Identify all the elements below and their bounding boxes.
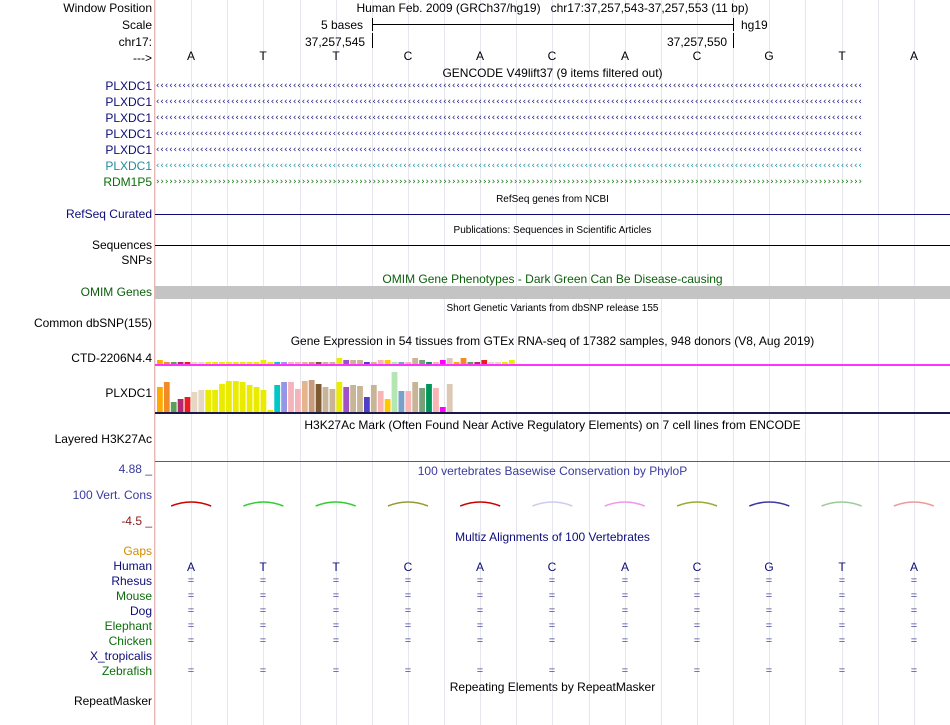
gtex-bar-ctd	[426, 362, 432, 364]
alignment-match: =	[476, 575, 484, 587]
gtex-bar-ctd	[385, 360, 391, 364]
gtex-bar-ctd	[474, 362, 480, 364]
gtex-bar-ctd	[481, 360, 487, 364]
repeatmasker-title[interactable]: Repeating Elements by RepeatMasker	[449, 680, 656, 694]
alignment-match: =	[259, 590, 267, 602]
gtex-bar-ctd	[336, 358, 342, 364]
phylop-mark	[605, 502, 645, 506]
gtex-bar-plxdc1	[392, 372, 398, 412]
gaps-label: Gaps	[123, 544, 152, 558]
h3k27ac-baseline	[155, 461, 950, 462]
refseq-gene-line[interactable]	[155, 214, 950, 215]
snps-track-label[interactable]: SNPs	[121, 253, 152, 267]
multiz-title[interactable]: Multiz Alignments of 100 Vertebrates	[455, 530, 650, 544]
human-base: T	[838, 560, 846, 574]
gtex-bar-plxdc1	[247, 385, 253, 412]
alignment-match: =	[187, 620, 195, 632]
scale-bar	[372, 24, 733, 25]
assembly-name: Human Feb. 2009 (GRCh37/hg19)	[356, 1, 541, 15]
phylop-max-label: 4.88 _	[118, 462, 152, 476]
alignment-match: =	[259, 575, 267, 587]
base-letter: T	[259, 49, 267, 63]
gtex-bar-ctd	[185, 362, 191, 364]
alignment-match: =	[838, 575, 846, 587]
dbsnp-track-label[interactable]: Common dbSNP(155)	[33, 316, 152, 330]
alignment-match: =	[838, 620, 846, 632]
gtex-bar-ctd	[461, 358, 467, 364]
alignment-match: =	[765, 620, 773, 632]
base-letter: A	[909, 49, 918, 63]
gtex-bar-ctd	[419, 360, 425, 364]
gtex-bar-ctd	[171, 362, 177, 364]
alignment-match: =	[404, 635, 412, 647]
gtex-bar-ctd	[157, 360, 163, 364]
human-base: C	[403, 560, 413, 574]
gtex-bar-ctd	[281, 362, 287, 364]
human-base: C	[547, 560, 557, 574]
gtex-bar-plxdc1	[274, 385, 280, 412]
gene-feature-plxdc1[interactable]: ‹‹‹‹‹‹‹‹‹‹‹‹‹‹‹‹‹‹‹‹‹‹‹‹‹‹‹‹‹‹‹‹‹‹‹‹‹‹‹‹‹‹‹‹‹‹‹‹‹‹‹‹‹‹‹‹‹‹‹‹‹‹‹‹‹‹‹‹‹‹‹‹‹‹‹‹‹‹‹‹‹‹‹‹‹‹‹‹‹‹‹‹‹‹‹‹‹‹‹‹‹‹‹‹‹‹‹‹‹‹‹‹‹‹‹‹‹‹‹‹‹‹‹‹‹‹‹‹‹‹‹‹‹‹‹‹‹‹‹‹‹‹‹‹‹‹‹‹‹‹‹‹‹‹‹‹‹‹‹‹	[155, 130, 862, 139]
dbsnp-title[interactable]: Short Genetic Variants from dbSNP release 155	[446, 303, 659, 314]
base-sequence	[155, 49, 950, 63]
gtex-bar-plxdc1	[433, 388, 439, 412]
gtex-bar-plxdc1	[364, 397, 370, 412]
alignment-match: =	[332, 590, 340, 602]
alignment-match: =	[259, 620, 267, 632]
alignment-match: =	[693, 665, 701, 677]
chrom-label: chr17:	[118, 35, 152, 49]
gtex-bar-ctd	[454, 362, 460, 364]
alignment-match: =	[910, 575, 918, 587]
gene-feature-plxdc1[interactable]: ‹‹‹‹‹‹‹‹‹‹‹‹‹‹‹‹‹‹‹‹‹‹‹‹‹‹‹‹‹‹‹‹‹‹‹‹‹‹‹‹‹‹‹‹‹‹‹‹‹‹‹‹‹‹‹‹‹‹‹‹‹‹‹‹‹‹‹‹‹‹‹‹‹‹‹‹‹‹‹‹‹‹‹‹‹‹‹‹‹‹‹‹‹‹‹‹‹‹‹‹‹‹‹‹‹‹‹‹‹‹‹‹‹‹‹‹‹‹‹‹‹‹‹‹‹‹‹‹‹‹‹‹‹‹‹‹‹‹‹‹‹‹‹‹‹‹‹‹‹‹‹‹‹‹‹‹‹‹‹‹	[155, 82, 862, 91]
alignment-match: =	[765, 605, 773, 617]
human-base: T	[332, 560, 340, 574]
alignment-match: =	[404, 620, 412, 632]
omim-title[interactable]: OMIM Gene Phenotypes - Dark Green Can Be Disease-causing	[382, 272, 723, 286]
base-letter: A	[475, 49, 484, 63]
strand-label: --->	[133, 51, 152, 65]
h3k27ac-title[interactable]: H3K27Ac Mark (Often Found Near Active Regulatory Elements) on 7 cell lines from ENCODE	[304, 418, 801, 432]
phylop-mark	[460, 502, 500, 506]
species-label-human[interactable]: Human	[113, 559, 152, 573]
gtex-bar-plxdc1	[219, 384, 225, 412]
gtex-bar-ctd	[371, 362, 377, 364]
human-base: A	[475, 560, 484, 574]
gtex-title[interactable]: Gene Expression in 54 tissues from GTEx RNA-seq of 17382 samples, 948 donors (V8, Aug 2019)	[290, 334, 815, 348]
gtex-bar-plxdc1	[288, 382, 294, 412]
phylop-track-label[interactable]: 100 Vert. Cons	[72, 488, 152, 502]
species-label-x-tropicalis[interactable]: X_tropicalis	[89, 649, 152, 663]
alignment-match: =	[548, 605, 556, 617]
species-label-dog[interactable]: Dog	[129, 604, 152, 618]
alignment-match: =	[332, 605, 340, 617]
gencode-track-label[interactable]: PLXDC1	[105, 127, 152, 141]
gtex-bar-plxdc1	[309, 380, 315, 412]
gtex-bar-ctd	[357, 360, 363, 364]
repeatmasker-track-label[interactable]: RepeatMasker	[73, 694, 152, 708]
gtex-bar-ctd	[261, 360, 267, 364]
gtex-bar-plxdc1	[171, 402, 177, 412]
species-label-mouse[interactable]: Mouse	[115, 589, 152, 603]
gtex-bar-plxdc1	[205, 390, 211, 412]
gtex-bar-ctd	[240, 362, 246, 364]
gtex-bar-plxdc1	[157, 387, 163, 412]
gtex-bar-ctd	[447, 358, 453, 364]
gencode-title[interactable]: GENCODE V49lift37 (9 items filtered out)	[442, 66, 663, 80]
coord-left: 37,257,545	[305, 35, 366, 49]
alignment-match: =	[693, 575, 701, 587]
gtex-bar-ctd	[302, 362, 308, 364]
gtex-bar-ctd	[274, 362, 280, 364]
human-base: A	[620, 560, 629, 574]
alignment-match: =	[476, 635, 484, 647]
base-letter: T	[838, 49, 846, 63]
db-name: hg19	[741, 18, 768, 32]
alignment-match: =	[693, 635, 701, 647]
gencode-track-label[interactable]: PLXDC1	[105, 111, 152, 125]
alignment-match: =	[404, 605, 412, 617]
h3k27ac-track-label[interactable]: Layered H3K27Ac	[54, 432, 152, 446]
refseq-title[interactable]: RefSeq genes from NCBI	[496, 194, 609, 205]
gtex-bar-plxdc1	[212, 390, 218, 412]
alignment-match: =	[404, 665, 412, 677]
window-position-label: Window Position	[63, 1, 152, 15]
phylop-mark	[677, 502, 717, 506]
gtex-bar-ctd	[509, 360, 515, 364]
alignment-match: =	[693, 590, 701, 602]
gtex-bar-plxdc1	[316, 384, 322, 412]
gtex-bar-ctd	[316, 362, 322, 364]
gtex-bar-ctd	[233, 362, 239, 364]
species-label-chicken[interactable]: Chicken	[108, 634, 152, 648]
alignment-match: =	[548, 590, 556, 602]
gtex-bar-plxdc1	[261, 390, 267, 412]
gtex-bar-plxdc1	[412, 382, 418, 412]
alignment-match: =	[259, 605, 267, 617]
phylop-mark	[749, 502, 789, 506]
phylop-min-label: -4.5 _	[121, 514, 152, 528]
track-label-column	[0, 0, 152, 725]
alignment-match: =	[621, 620, 629, 632]
gtex-bar-ctd	[495, 362, 501, 364]
coord-right: 37,257,550	[667, 35, 728, 49]
alignment-match: =	[548, 635, 556, 647]
gtex-bar-plxdc1	[336, 382, 342, 412]
phylop-mark	[894, 502, 934, 506]
gtex-bar-ctd	[205, 362, 211, 364]
alignment-match: =	[548, 575, 556, 587]
alignment-match: =	[187, 665, 195, 677]
gtex-bar-plxdc1	[399, 391, 405, 412]
window-position-value: chr17:37,257,543-37,257,553 (11 bp)	[550, 1, 749, 15]
gtex-bar-ctd	[405, 362, 411, 364]
gtex-bar-ctd	[433, 362, 439, 364]
gtex-bar-ctd	[254, 362, 260, 364]
gtex-bar-plxdc1	[281, 382, 287, 412]
alignment-match: =	[693, 620, 701, 632]
gtex-bar-plxdc1	[226, 381, 232, 412]
alignment-match: =	[476, 605, 484, 617]
gtex-bar-plxdc1	[371, 385, 377, 412]
gtex-baseline	[155, 412, 950, 414]
gencode-track-label[interactable]: PLXDC1	[105, 79, 152, 93]
phylop-mark	[243, 502, 283, 506]
gtex-bar-plxdc1	[302, 381, 308, 412]
gtex-bar-plxdc1	[343, 387, 349, 412]
alignment-match: =	[187, 605, 195, 617]
gtex-bar-plxdc1	[330, 389, 336, 412]
species-label-elephant[interactable]: Elephant	[104, 619, 152, 633]
alignment-match: =	[910, 620, 918, 632]
alignment-match: =	[838, 635, 846, 647]
alignment-match: =	[693, 605, 701, 617]
alignment-match: =	[621, 575, 629, 587]
gencode-track-label[interactable]: RDM1P5	[103, 175, 152, 189]
alignment-match: =	[259, 635, 267, 647]
phylop-plot[interactable]	[155, 490, 950, 520]
gtex-bar-ctd	[468, 362, 474, 364]
alignment-match: =	[404, 575, 412, 587]
alignment-match: =	[476, 620, 484, 632]
scale-label: Scale	[121, 18, 152, 32]
alignment-match: =	[332, 620, 340, 632]
gtex-bar-plxdc1	[254, 387, 260, 412]
gtex-bar-chart[interactable]	[155, 351, 950, 421]
alignment-match: =	[404, 590, 412, 602]
gtex-bar-plxdc1	[178, 399, 184, 412]
phylop-mark	[171, 502, 211, 506]
gtex-bar-ctd	[440, 360, 446, 364]
alignment-match: =	[259, 665, 267, 677]
gene-feature-rdm1p5[interactable]: ››››››››››››››››››››››››››››››››››››››››››››››››››››››››››››››››››››››››››››››››››››››››››››››››››››››››››››››››››››››››››››››››››››››››››››››››››››››››››››››››	[155, 178, 862, 187]
gtex-bar-ctd	[502, 362, 508, 364]
gtex-bar-plxdc1	[378, 391, 384, 412]
gtex-bar-ctd	[392, 362, 398, 364]
gtex-bar-ctd	[178, 362, 184, 364]
human-base: A	[186, 560, 195, 574]
gencode-track-label[interactable]: PLXDC1	[105, 159, 152, 173]
gtex-bar-plxdc1	[323, 387, 329, 412]
gtex-bar-ctd	[364, 362, 370, 364]
species-label-rhesus[interactable]: Rhesus	[111, 574, 152, 588]
alignment-match: =	[548, 665, 556, 677]
base-letter: T	[332, 49, 340, 63]
alignment-match: =	[621, 590, 629, 602]
gtex-bar-ctd	[219, 362, 225, 364]
base-letter: G	[764, 49, 774, 63]
base-letter: A	[186, 49, 195, 63]
human-base: C	[692, 560, 702, 574]
track-image[interactable]	[155, 0, 950, 725]
gtex-bar-plxdc1	[405, 391, 411, 412]
gtex-bar-ctd	[198, 362, 204, 364]
alignment-match: =	[765, 665, 773, 677]
base-letter: C	[692, 49, 702, 63]
gene-feature-plxdc1[interactable]: ‹‹‹‹‹‹‹‹‹‹‹‹‹‹‹‹‹‹‹‹‹‹‹‹‹‹‹‹‹‹‹‹‹‹‹‹‹‹‹‹‹‹‹‹‹‹‹‹‹‹‹‹‹‹‹‹‹‹‹‹‹‹‹‹‹‹‹‹‹‹‹‹‹‹‹‹‹‹‹‹‹‹‹‹‹‹‹‹‹‹‹‹‹‹‹‹‹‹‹‹‹‹‹‹‹‹‹‹‹‹‹‹‹‹‹‹‹‹‹‹‹‹‹‹‹‹‹‹‹‹‹‹‹‹‹‹‹‹‹‹‹‹‹‹‹‹‹‹‹‹‹‹‹‹‹‹‹‹‹‹	[155, 98, 862, 107]
gtex-bar-ctd	[164, 362, 170, 364]
base-letter: C	[547, 49, 557, 63]
coord-tick-right	[733, 33, 734, 48]
gtex-bar-plxdc1	[447, 384, 453, 412]
alignment-match: =	[765, 575, 773, 587]
omim-track-label[interactable]: OMIM Genes	[80, 285, 152, 299]
alignment-match: =	[476, 665, 484, 677]
alignment-match: =	[838, 605, 846, 617]
gtex-bar-ctd	[212, 362, 218, 364]
human-base: G	[764, 560, 774, 574]
alignment-match: =	[332, 575, 340, 587]
gtex-bar-plxdc1	[233, 381, 239, 412]
gencode-track-label[interactable]: PLXDC1	[105, 143, 152, 157]
publications-title[interactable]: Publications: Sequences in Scientific Articles	[453, 225, 652, 236]
gtex-bar-plxdc1	[357, 386, 363, 412]
gtex-bar-ctd	[350, 360, 356, 364]
alignment-match: =	[765, 590, 773, 602]
sequences-track-label[interactable]: Sequences	[91, 238, 152, 252]
alignment-match: =	[910, 635, 918, 647]
gtex-bar-plxdc1	[440, 407, 446, 412]
alignment-match: =	[765, 635, 773, 647]
scale-text: 5 bases	[321, 18, 364, 32]
alignment-match: =	[910, 605, 918, 617]
gtex-gene-separator	[155, 364, 950, 366]
gtex-bar-ctd	[295, 362, 301, 364]
alignment-match: =	[332, 635, 340, 647]
gtex-bar-ctd	[399, 362, 405, 364]
gtex-bar-plxdc1	[350, 385, 356, 412]
gene-feature-plxdc1[interactable]: ‹‹‹‹‹‹‹‹‹‹‹‹‹‹‹‹‹‹‹‹‹‹‹‹‹‹‹‹‹‹‹‹‹‹‹‹‹‹‹‹‹‹‹‹‹‹‹‹‹‹‹‹‹‹‹‹‹‹‹‹‹‹‹‹‹‹‹‹‹‹‹‹‹‹‹‹‹‹‹‹‹‹‹‹‹‹‹‹‹‹‹‹‹‹‹‹‹‹‹‹‹‹‹‹‹‹‹‹‹‹‹‹‹‹‹‹‹‹‹‹‹‹‹‹‹‹‹‹‹‹‹‹‹‹‹‹‹‹‹‹‹‹‹‹‹‹‹‹‹‹‹‹‹‹‹‹‹‹‹‹	[155, 162, 862, 171]
alignment-match: =	[476, 590, 484, 602]
gencode-track-label[interactable]: PLXDC1	[105, 95, 152, 109]
alignment-match: =	[621, 605, 629, 617]
gtex-bar-ctd	[309, 362, 315, 364]
gtex-bar-ctd	[488, 362, 494, 364]
alignment-match: =	[621, 635, 629, 647]
gtex-bar-plxdc1	[164, 382, 170, 412]
gtex-bar-plxdc1	[240, 382, 246, 412]
alignment-match: =	[187, 635, 195, 647]
refseq-track-label[interactable]: RefSeq Curated	[65, 207, 152, 221]
alignment-match: =	[910, 590, 918, 602]
gtex-bar-ctd	[192, 362, 198, 364]
gtex-bar-ctd	[378, 360, 384, 364]
alignment-match: =	[838, 665, 846, 677]
gtex-bar-plxdc1	[295, 389, 301, 412]
phylop-title[interactable]: 100 vertebrates Basewise Conservation by PhyloP	[417, 464, 688, 478]
gtex-bar-plxdc1	[198, 390, 204, 412]
phylop-mark	[822, 502, 862, 506]
gtex-bar-ctd	[323, 362, 329, 364]
gtex-bar-plxdc1	[267, 410, 273, 412]
human-base: T	[259, 560, 267, 574]
species-label-zebrafish[interactable]: Zebrafish	[101, 664, 152, 678]
gene-feature-plxdc1[interactable]: ‹‹‹‹‹‹‹‹‹‹‹‹‹‹‹‹‹‹‹‹‹‹‹‹‹‹‹‹‹‹‹‹‹‹‹‹‹‹‹‹‹‹‹‹‹‹‹‹‹‹‹‹‹‹‹‹‹‹‹‹‹‹‹‹‹‹‹‹‹‹‹‹‹‹‹‹‹‹‹‹‹‹‹‹‹‹‹‹‹‹‹‹‹‹‹‹‹‹‹‹‹‹‹‹‹‹‹‹‹‹‹‹‹‹‹‹‹‹‹‹‹‹‹‹‹‹‹‹‹‹‹‹‹‹‹‹‹‹‹‹‹‹‹‹‹‹‹‹‹‹‹‹‹‹‹‹‹‹‹‹	[155, 146, 862, 155]
gtex-bar-plxdc1	[185, 397, 191, 412]
gtex-gene-label[interactable]: PLXDC1	[105, 386, 152, 400]
scale-bar-tick-left	[372, 18, 373, 31]
gtex-bar-ctd	[412, 358, 418, 364]
gtex-bar-ctd	[343, 360, 349, 364]
phylop-mark	[388, 502, 428, 506]
alignment-match: =	[187, 575, 195, 587]
phylop-mark	[316, 502, 356, 506]
gtex-bar-plxdc1	[419, 388, 425, 412]
alignment-match: =	[332, 665, 340, 677]
gtex-bar-plxdc1	[385, 399, 391, 412]
omim-gene-bar[interactable]	[155, 286, 950, 299]
window-position-header	[155, 1, 950, 15]
human-base: A	[909, 560, 918, 574]
gtex-bar-ctd	[288, 362, 294, 364]
phylop-mark	[533, 502, 573, 506]
base-letter: A	[620, 49, 629, 63]
coord-tick-left	[372, 33, 373, 48]
alignment-match: =	[621, 665, 629, 677]
gtex-bar-ctd	[330, 362, 336, 364]
gtex-bar-plxdc1	[426, 384, 432, 412]
alignment-match: =	[548, 620, 556, 632]
alignment-match: =	[838, 590, 846, 602]
gtex-bar-ctd	[247, 362, 253, 364]
gtex-bar-ctd	[226, 362, 232, 364]
gtex-bar-ctd	[267, 362, 273, 364]
alignment-match: =	[187, 590, 195, 602]
alignment-match: =	[910, 665, 918, 677]
gtex-bar-plxdc1	[192, 392, 198, 412]
publications-line[interactable]	[155, 245, 950, 246]
base-letter: C	[403, 49, 413, 63]
gene-feature-plxdc1[interactable]: ‹‹‹‹‹‹‹‹‹‹‹‹‹‹‹‹‹‹‹‹‹‹‹‹‹‹‹‹‹‹‹‹‹‹‹‹‹‹‹‹‹‹‹‹‹‹‹‹‹‹‹‹‹‹‹‹‹‹‹‹‹‹‹‹‹‹‹‹‹‹‹‹‹‹‹‹‹‹‹‹‹‹‹‹‹‹‹‹‹‹‹‹‹‹‹‹‹‹‹‹‹‹‹‹‹‹‹‹‹‹‹‹‹‹‹‹‹‹‹‹‹‹‹‹‹‹‹‹‹‹‹‹‹‹‹‹‹‹‹‹‹‹‹‹‹‹‹‹‹‹‹‹‹‹‹‹‹‹‹‹	[155, 114, 862, 123]
gtex-gene-label[interactable]: CTD-2206N4.4	[71, 351, 152, 365]
scale-bar-tick-right	[733, 18, 734, 31]
